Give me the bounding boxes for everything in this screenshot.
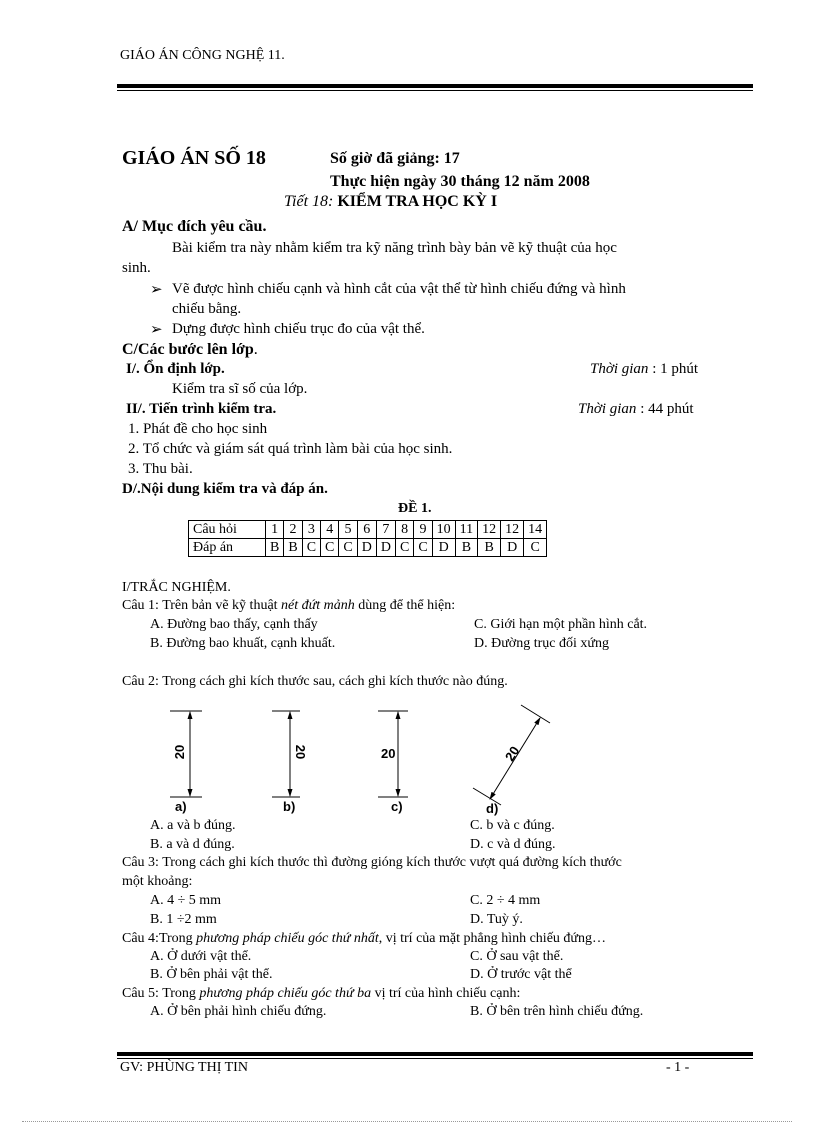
table-cell: C [302,539,320,557]
quiz-part-heading: I/TRẮC NGHIỆM. [122,580,231,595]
bullet-arrow-icon: ➢ [150,322,163,338]
lesson-name: KIỂM TRA HỌC KỲ I [337,193,498,210]
dimension-example-a [170,711,202,814]
lesson-plan-number: GIÁO ÁN SỐ 18 [122,147,266,169]
document-header-title: GIÁO ÁN CÔNG NGHỆ 11. [120,48,285,63]
table-cell: B [478,539,501,557]
step-1-time-value: : 1 phút [652,361,699,377]
section-c-heading-text: C/Các bước lên lớp [122,341,254,358]
figure-label: a) [175,799,187,814]
q4-option-d: D. Ở trước vật thể [470,967,572,982]
q2-option-c: C. b và c đúng. [470,818,555,833]
section-c-heading-dot: . [253,341,258,358]
q4-option-b: B. Ở bên phải vật thể. [150,967,273,982]
table-cell: 4 [321,521,339,539]
dimension-value: 20 [293,744,308,760]
answer-key-table [188,520,547,557]
table-cell: 14 [524,521,547,539]
question-4-emphasis: phương pháp chiếu góc thứ nhất [196,931,379,946]
header-rule-thick [117,84,753,88]
q4-option-c: C. Ở sau vật thể. [470,949,564,964]
table-row-label: Câu hỏi [189,521,266,539]
bullet-arrow-icon: ➢ [150,282,163,298]
table-cell: C [339,539,357,557]
q1-option-d: D. Đường trục đối xứng [474,636,609,651]
table-row [189,539,547,557]
q4-option-a: A. Ở dưới vật thể. [150,949,252,964]
table-row [189,521,547,539]
q3-option-c: C. 2 ÷ 4 mm [470,893,541,908]
step-2-item: 3. Thu bài. [128,461,193,477]
question-1-suffix: dùng để thể hiện: [354,598,456,613]
dimensioning-figure [150,700,570,818]
q5-option-b: B. Ở bên trên hình chiếu đứng. [470,1004,644,1019]
table-cell: 9 [414,521,432,539]
table-cell: 3 [302,521,320,539]
table-cell: D [501,539,524,557]
section-a-paragraph-line2: sinh. [122,260,151,276]
dimension-value: 20 [381,746,396,761]
step-2-item: 2. Tổ chức và giám sát quá trình làm bài của học sinh. [128,441,453,457]
q1-option-c: C. Giới hạn một phần hình cắt. [474,617,648,632]
table-cell: 8 [395,521,413,539]
section-d-heading: D/.Nội dung kiểm tra và đáp án. [122,481,328,497]
question-1-emphasis: nét đứt mảnh [281,598,355,613]
table-cell: 5 [339,521,357,539]
hours-taught: Số giờ đã giảng: 17 [330,150,460,167]
question-1 [122,598,455,614]
table-cell: 2 [284,521,302,539]
step-2-item: 1. Phát đề cho học sinh [128,421,268,437]
table-cell: D [376,539,395,557]
table-cell: 11 [455,521,477,539]
q3-option-d: D. Tuỳ ý. [470,912,523,927]
step-2-time-value: : 44 phút [640,401,694,417]
table-cell: D [357,539,376,557]
table-cell: B [284,539,302,557]
question-4-suffix: , vị trí của mặt phẳng hình chiếu đứng… [378,931,606,946]
table-cell: B [266,539,284,557]
exam-label: ĐỀ 1. [398,501,432,516]
table-cell: B [455,539,477,557]
step-1-time [590,361,698,378]
step-2-title: II/. Tiến trình kiểm tra. [126,401,277,417]
q3-option-b: B. 1 ÷2 mm [150,912,217,927]
bullet-1-line2: chiếu bằng. [172,301,242,317]
question-4 [122,931,606,947]
dimension-example-c [378,711,408,814]
table-cell: D [432,539,455,557]
section-a-heading: A/ Mục đích yêu cầu. [122,218,267,235]
step-1-time-label: Thời gian [590,361,649,377]
table-cell: C [414,539,432,557]
lesson-title [284,193,497,211]
q2-option-d: D. c và d đúng. [470,837,556,852]
step-1-body: Kiểm tra sĩ số của lớp. [172,381,308,397]
table-row-label: Đáp án [189,539,266,557]
header-rule-thin [117,90,753,91]
date-line: Thực hiện ngày 30 tháng 12 năm 2008 [330,173,590,190]
question-3-line1: Câu 3: Trong cách ghi kích thước thì đường gióng kích thước vượt quá đường kích thước [122,855,622,870]
table-cell: 10 [432,521,455,539]
q3-option-a: A. 4 ÷ 5 mm [150,893,222,908]
question-1-prefix: Câu 1: Trên bản vẽ kỹ thuật [122,598,282,613]
question-4-prefix: Câu 4:Trong [122,931,197,946]
question-5-suffix: vị trí của hình chiếu cạnh: [371,986,521,1001]
dimension-value: 20 [501,743,523,764]
table-cell: C [321,539,339,557]
footer-author: GV: PHÙNG THỊ TIN [120,1060,248,1075]
step-2-time [578,401,694,418]
table-cell: 1 [266,521,284,539]
figure-label: d) [486,801,499,816]
dimension-value: 20 [172,744,187,760]
table-cell: 6 [357,521,376,539]
step-2-time-label: Thời gian [578,401,637,417]
bullet-1-line1: Vẽ được hình chiếu cạnh và hình cắt của vật thể từ hình chiếu đứng và hình [172,281,626,297]
page-edge [22,1121,792,1122]
table-cell: 7 [376,521,395,539]
table-cell: C [524,539,547,557]
question-5-emphasis: phương pháp chiếu góc thứ ba [199,986,372,1001]
section-c-heading [122,341,258,359]
footer-rule-thin [117,1058,753,1059]
q2-option-b: B. a và d đúng. [150,837,235,852]
question-5 [122,986,520,1002]
question-5-prefix: Câu 5: Trong [122,986,200,1001]
figure-label: b) [283,799,296,814]
dimension-example-b [272,711,308,814]
table-cell: C [395,539,413,557]
figure-label: c) [391,799,403,814]
question-2: Câu 2: Trong cách ghi kích thước sau, cách ghi kích thước nào đúng. [122,674,508,689]
step-1-title: I/. Ổn định lớp. [126,361,225,377]
table-cell: 12 [501,521,524,539]
footer-page-number: - 1 - [666,1060,690,1075]
table-cell: 12 [478,521,501,539]
question-3-line2: một khoảng: [122,874,193,889]
dimension-example-d [473,705,550,816]
section-a-paragraph-line1: Bài kiểm tra này nhằm kiểm tra kỹ năng trình bày bản vẽ kỹ thuật của học [172,240,617,256]
footer-rule-thick [117,1052,753,1056]
q1-option-b: B. Đường bao khuất, cạnh khuất. [150,636,336,651]
q1-option-a: A. Đường bao thấy, cạnh thấy [150,617,318,632]
lesson-prefix: Tiết 18: [284,193,334,210]
bullet-2: Dựng được hình chiếu trục đo của vật thể. [172,321,425,337]
q5-option-a: A. Ở bên phải hình chiếu đứng. [150,1004,327,1019]
q2-option-a: A. a và b đúng. [150,818,236,833]
